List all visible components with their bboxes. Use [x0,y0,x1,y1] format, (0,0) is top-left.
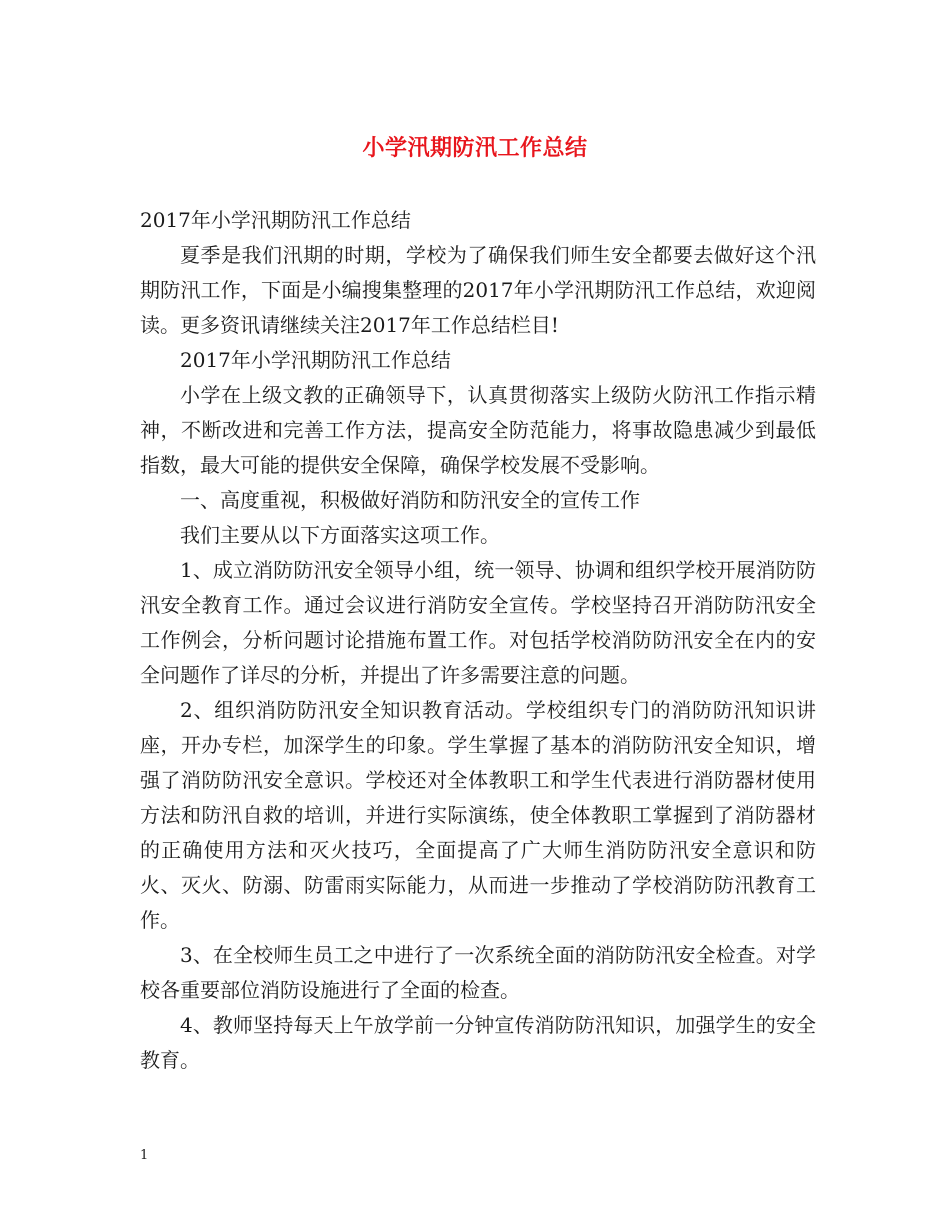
paragraph: 小学在上级文教的正确领导下，认真贯彻落实上级防火防汛工作指示精神，不断改进和完善工作方法，提高安全防范能力，将事故隐患减少到最低指数，最大可能的提供安全保障，确保学校发展不受影响。 [140,383,816,477]
paragraph: 2017年小学汛期防汛工作总结 [180,348,451,372]
paragraph: 1、成立消防防汛安全领导小组，统一领导、协调和组织学校开展消防防汛安全教育工作。通过会议进行消防安全宣传。学校坚持召开消防防汛安全工作例会，分析问题讨论措施布置工作。对包括学校消防防汛安全在内的安全问题作了详尽的分析，并提出了许多需要注意的问题。 [140,558,816,687]
paragraph: 2、组织消防防汛安全知识教育活动。学校组织专门的消防防汛知识讲座，开办专栏，加深学生的印象。学生掌握了基本的消防防汛安全知识，增强了消防防汛安全意识。学校还对全体教职工和学生代表进行消防器材使用方法和防汛自救的培训，并进行实际演练，使全体教职工掌握到了消防器材的正确使用方法和灭火技巧，全面提高了广大师生消防防汛安全意识和防火、灭火、防溺、防雷雨实际能力，从而进一步推动了学校消防防汛教育工作。 [140,698,816,932]
paragraph: 夏季是我们汛期的时期，学校为了确保我们师生安全都要去做好这个汛期防汛工作，下面是小编搜集整理的2017年小学汛期防汛工作总结，欢迎阅读。更多资讯请继续关注2017年工作总结栏目! [140,243,816,337]
page-number: 1 [140,1148,149,1163]
paragraph: 2017年小学汛期防汛工作总结 [140,208,411,232]
paragraph: 4、教师坚持每天上午放学前一分钟宣传消防防汛知识，加强学生的安全教育。 [140,1013,816,1072]
section-heading: 一、高度重视，积极做好消防和防汛安全的宣传工作 [180,488,640,512]
paragraph: 我们主要从以下方面落实这项工作。 [180,523,500,547]
paragraph: 3、在全校师生员工之中进行了一次系统全面的消防防汛安全检查。对学校各重要部位消防设施进行了全面的检查。 [140,943,816,1002]
document-body [140,203,816,1078]
document-title: 小学汛期防汛工作总结 [362,135,588,161]
